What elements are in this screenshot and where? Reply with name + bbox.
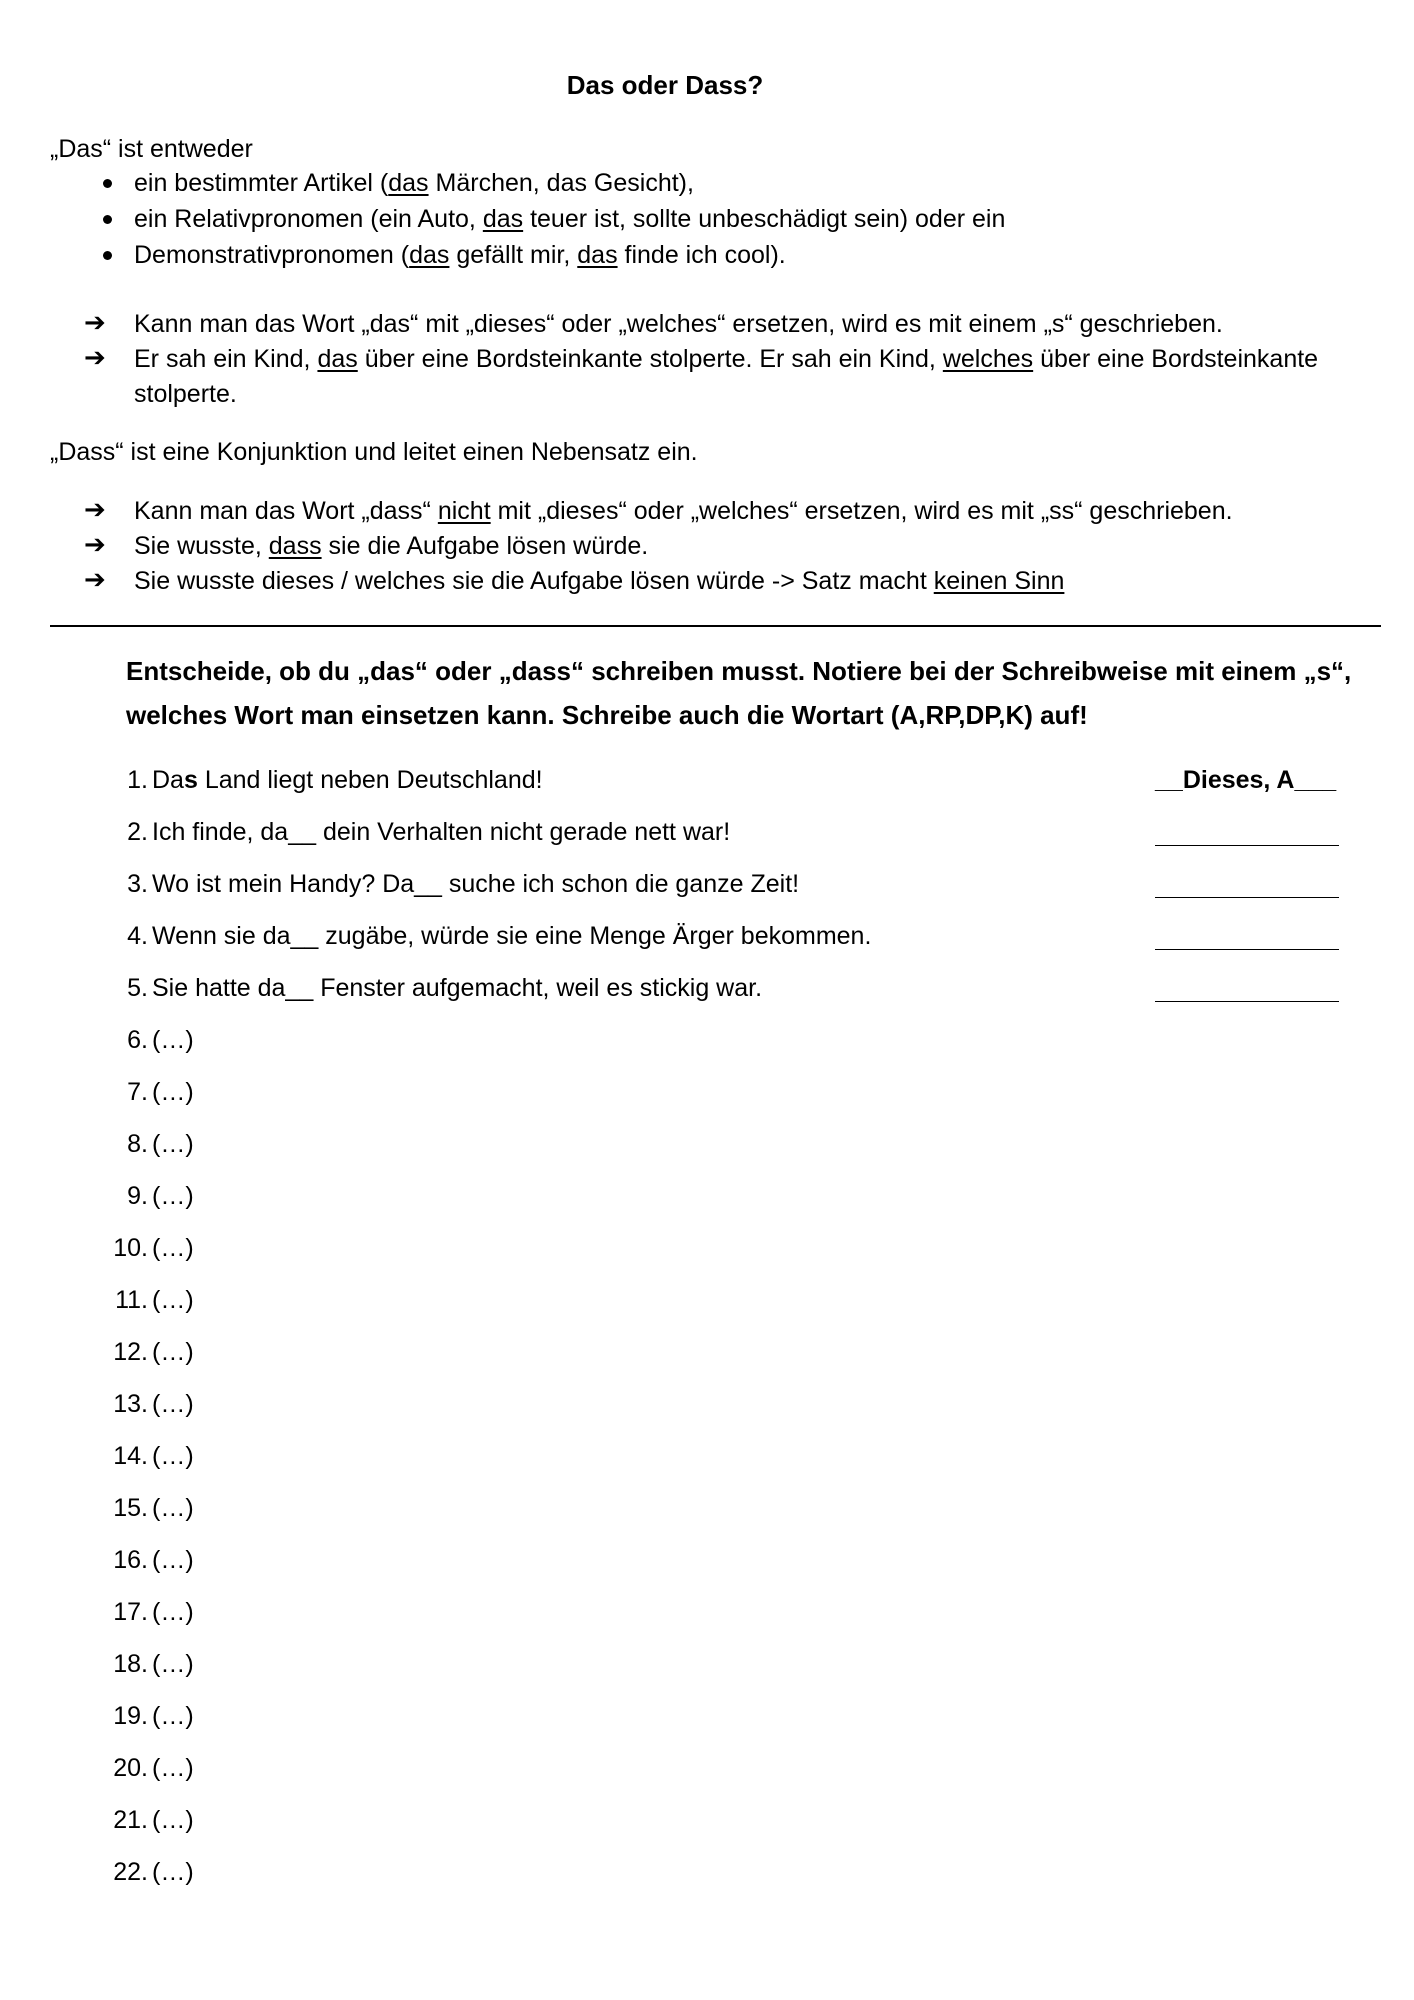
exercise-sentence: Das Land liegt neben Deutschland! (152, 766, 543, 794)
das-bullet-3: Demonstrativpronomen (das gefällt mir, das finde ich cool). (134, 241, 786, 269)
das-example-arrow: Er sah ein Kind, das über eine Bordsteinkante stolperte. Er sah ein Kind, welches über eine Bordsteinkante (134, 345, 1319, 373)
exercise-placeholder: (…) (152, 1702, 194, 1730)
exercise-placeholder: (…) (152, 1286, 194, 1314)
bullet-icon (103, 179, 112, 188)
exercise-number: 16. (113, 1546, 148, 1574)
dass-intro: „Dass“ ist eine Konjunktion und leitet einen Nebensatz ein. (50, 438, 698, 466)
exercise-number: 3. (127, 870, 148, 898)
exercise-placeholder: (…) (152, 1858, 194, 1886)
answer-blank[interactable] (1155, 897, 1339, 898)
exercise-placeholder: (…) (152, 1026, 194, 1054)
answer-blank[interactable] (1155, 1001, 1339, 1002)
exercise-placeholder: (…) (152, 1806, 194, 1834)
task-instruction-line-2: welches Wort man einsetzen kann. Schreibe auch die Wortart (A,RP,DP,K) auf! (126, 700, 1088, 730)
exercise-number: 13. (113, 1390, 148, 1418)
arrow-right-icon: ➔ (84, 342, 106, 372)
exercise-placeholder: (…) (152, 1130, 194, 1158)
exercise-number: 5. (127, 974, 148, 1002)
exercise-number: 6. (127, 1026, 148, 1054)
exercise-placeholder: (…) (152, 1338, 194, 1366)
exercise-placeholder: (…) (152, 1234, 194, 1262)
exercise-placeholder: (…) (152, 1442, 194, 1470)
bullet-icon (103, 251, 112, 260)
arrow-right-icon: ➔ (84, 307, 106, 337)
exercise-placeholder: (…) (152, 1754, 194, 1782)
exercise-number: 14. (113, 1442, 148, 1470)
exercise-number: 17. (113, 1598, 148, 1626)
exercise-number: 4. (127, 922, 148, 950)
das-bullet-1: ein bestimmter Artikel (das Märchen, das Gesicht), (134, 169, 694, 197)
exercise-placeholder: (…) (152, 1182, 194, 1210)
exercise-number: 1. (127, 766, 148, 794)
exercise-placeholder: (…) (152, 1546, 194, 1574)
exercise-number: 19. (113, 1702, 148, 1730)
exercise-number: 7. (127, 1078, 148, 1106)
answer-field[interactable]: __Dieses, A___ (1155, 766, 1337, 794)
exercise-number: 22. (113, 1858, 148, 1886)
exercise-number: 15. (113, 1494, 148, 1522)
exercise-placeholder: (…) (152, 1078, 194, 1106)
exercise-number: 8. (127, 1130, 148, 1158)
section-divider (50, 625, 1381, 627)
page-title: Das oder Dass? (566, 70, 764, 100)
exercise-placeholder: (…) (152, 1650, 194, 1678)
exercise-placeholder: (…) (152, 1598, 194, 1626)
task-instruction-line-1: Entscheide, ob du „das“ oder „dass“ schreiben musst. Notiere bei der Schreibweise mit einem „s“, (126, 656, 1352, 686)
exercise-placeholder: (…) (152, 1390, 194, 1418)
das-intro: „Das“ ist entweder (50, 135, 253, 163)
exercise-sentence: Ich finde, da__ dein Verhalten nicht gerade nett war! (152, 818, 731, 846)
exercise-number: 2. (127, 818, 148, 846)
exercise-number: 20. (113, 1754, 148, 1782)
answer-blank[interactable] (1155, 845, 1339, 846)
exercise-sentence: Wenn sie da__ zugäbe, würde sie eine Menge Ärger bekommen. (152, 922, 872, 950)
das-rule-arrow: Kann man das Wort „das“ mit „dieses“ oder „welches“ ersetzen, wird es mit einem „s“ geschrieben. (134, 310, 1223, 338)
dass-rule-arrow: Kann man das Wort „dass“ nicht mit „dieses“ oder „welches“ ersetzen, wird es mit „ss“ geschrieben. (134, 497, 1233, 525)
exercise-number: 21. (113, 1806, 148, 1834)
dass-test-arrow: Sie wusste dieses / welches sie die Aufgabe lösen würde -> Satz macht keinen Sinn (134, 567, 1065, 595)
arrow-right-icon: ➔ (84, 564, 106, 594)
sample-answer: Dieses, A (1182, 766, 1295, 794)
exercise-sentence: Sie hatte da__ Fenster aufgemacht, weil es stickig war. (152, 974, 763, 1002)
exercise-number: 10. (113, 1234, 148, 1262)
das-bullet-2: ein Relativpronomen (ein Auto, das teuer ist, sollte unbeschädigt sein) oder ein (134, 205, 1006, 233)
arrow-right-icon: ➔ (84, 494, 106, 524)
exercise-number: 11. (115, 1286, 148, 1314)
exercise-number: 12. (113, 1338, 148, 1366)
answer-blank[interactable] (1155, 949, 1339, 950)
arrow-right-icon: ➔ (84, 529, 106, 559)
exercise-sentence: Wo ist mein Handy? Da__ suche ich schon die ganze Zeit! (152, 870, 800, 898)
exercise-number: 9. (127, 1182, 148, 1210)
exercise-placeholder: (…) (152, 1494, 194, 1522)
dass-example-arrow: Sie wusste, dass sie die Aufgabe lösen würde. (134, 532, 649, 560)
exercise-number: 18. (113, 1650, 148, 1678)
das-example-continuation: stolperte. (134, 380, 237, 408)
bullet-icon (103, 215, 112, 224)
